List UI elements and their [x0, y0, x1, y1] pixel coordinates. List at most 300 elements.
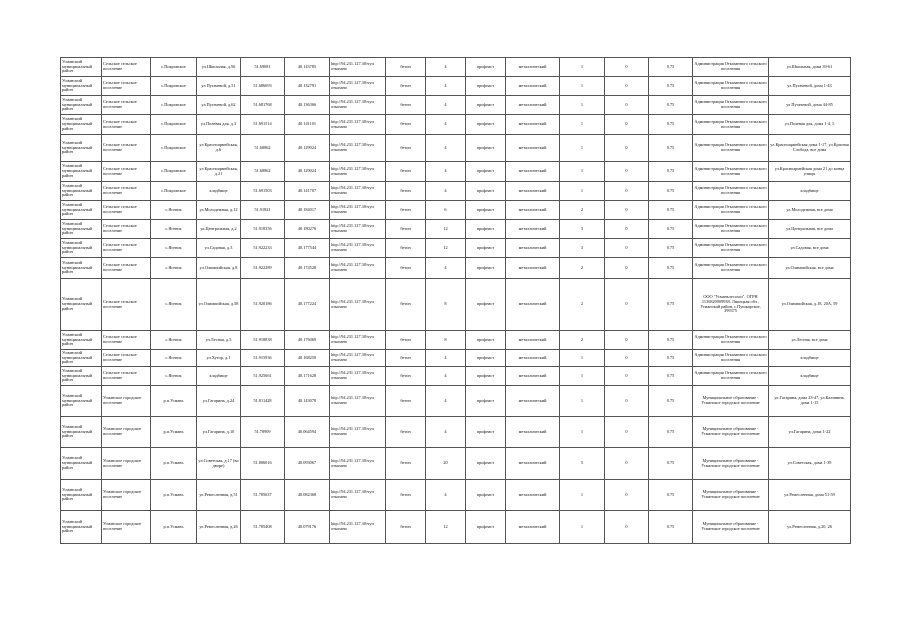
area-cell: 4 — [426, 77, 466, 96]
volume-cell: 0.75 — [649, 58, 693, 77]
table-row — [61, 279, 851, 331]
fence-cell: профнаст — [466, 417, 506, 448]
settlement-cell: Сельское сельское поселение — [102, 135, 151, 162]
area-cell: 4 — [426, 386, 466, 417]
settlement-cell: Сельское сельское поселение — [102, 239, 151, 258]
municipal-district-cell: Усманский муниципальный район — [61, 115, 102, 135]
volume-cell: 0.75 — [649, 511, 693, 544]
link-cell: http://94.231.127.30/чуп отказано — [330, 220, 386, 239]
reserve-count-cell: 0 — [605, 448, 649, 480]
link-cell: http://94.231.127.30/чуп отказано — [330, 58, 386, 77]
latitude-cell: 51.915936 — [241, 350, 285, 367]
longitude-cell: 40.082368 — [285, 480, 330, 511]
volume-cell: 0.75 — [649, 480, 693, 511]
table-row — [61, 135, 851, 162]
link-cell: http://94.231.127.30/чуп отказано — [330, 96, 386, 115]
volume-cell: 0.75 — [649, 367, 693, 386]
served-objects-cell: ул.Олимпийская, все дома — [769, 258, 851, 279]
municipal-district-cell: Усманский муниципальный район — [61, 135, 102, 162]
container-count-cell: 1 — [560, 511, 605, 544]
municipal-district-cell: Усманский муниципальный район — [61, 331, 102, 350]
owner-cell: Муниципальное образование - Усманское городское поселение — [693, 448, 769, 480]
surface-cell: бетон — [386, 258, 426, 279]
surface-cell: бетон — [386, 350, 426, 367]
area-cell: 4 — [426, 480, 466, 511]
surface-cell: бетон — [386, 77, 426, 96]
municipal-district-cell: Усманский муниципальный район — [61, 367, 102, 386]
reserve-count-cell: 0 — [605, 58, 649, 77]
served-objects-cell: ул.Молодежная, все дома — [769, 201, 851, 220]
address-cell: ул.Пугачевой, д.62 — [197, 96, 241, 115]
locality-cell: с.Ясенок — [151, 239, 197, 258]
reserve-count-cell: 0 — [605, 220, 649, 239]
served-objects-cell: кладбище — [769, 367, 851, 386]
container-type-cell: металлический — [506, 96, 560, 115]
volume-cell: 0.75 — [649, 350, 693, 367]
link-cell: http://94.231.127.30/чуп отказано — [330, 511, 386, 544]
settlement-cell: Усманское городское поселение — [102, 480, 151, 511]
volume-cell: 0.75 — [649, 115, 693, 135]
locality-cell: с.Ясенок — [151, 201, 197, 220]
address-cell: ул.Ремесленная, д.26 — [197, 511, 241, 544]
table-row — [61, 220, 851, 239]
latitude-cell: 51.918838 — [241, 331, 285, 350]
locality-cell: с.Ясенок — [151, 350, 197, 367]
address-cell: ул.Молодежная, д.12 — [197, 201, 241, 220]
address-cell: ул.Ремесленная, д.51 — [197, 480, 241, 511]
area-cell: 12 — [426, 239, 466, 258]
longitude-cell: 40.171628 — [285, 367, 330, 386]
table-row — [61, 448, 851, 480]
served-objects-cell: ул.Ремесленная, дома 51-59 — [769, 480, 851, 511]
container-type-cell: металлический — [506, 279, 560, 331]
municipal-district-cell: Усманский муниципальный район — [61, 480, 102, 511]
served-objects-cell: ул.Пугачевой, дома 44-85 — [769, 96, 851, 115]
container-count-cell: 1 — [560, 182, 605, 201]
area-cell: 8 — [426, 331, 466, 350]
area-cell: 4 — [426, 115, 466, 135]
locality-cell: с.Покровское — [151, 96, 197, 115]
reserve-count-cell: 0 — [605, 480, 649, 511]
fence-cell: профнаст — [466, 239, 506, 258]
surface-cell: бетон — [386, 386, 426, 417]
municipal-district-cell: Усманский муниципальный район — [61, 58, 102, 77]
area-cell: 12 — [426, 511, 466, 544]
municipal-district-cell: Усманский муниципальный район — [61, 162, 102, 182]
reserve-count-cell: 0 — [605, 386, 649, 417]
settlement-cell: Сельское сельское поселение — [102, 258, 151, 279]
surface-cell: бетон — [386, 331, 426, 350]
longitude-cell: 40.168250 — [285, 350, 330, 367]
longitude-cell: 40.129024 — [285, 135, 330, 162]
longitude-cell: 40.143785 — [285, 58, 330, 77]
reserve-count-cell: 0 — [605, 279, 649, 331]
served-objects-cell: ул.Гагарина, дома 23-47, ул.Калинина, дома 1-15 — [769, 386, 851, 417]
owner-cell: Администрация Отказанного сельского поселения — [693, 258, 769, 279]
locality-cell: с.Ясенок — [151, 367, 197, 386]
table-row — [61, 367, 851, 386]
owner-cell: Администрация Отказанного сельского поселения — [693, 77, 769, 96]
volume-cell: 0.75 — [649, 448, 693, 480]
link-cell: http://94.231.127.30/чуп отказано — [330, 239, 386, 258]
municipal-district-cell: Усманский муниципальный район — [61, 220, 102, 239]
volume-cell: 0.75 — [649, 135, 693, 162]
owner-cell: Администрация Отказанного сельского поселения — [693, 162, 769, 182]
municipal-district-cell: Усманский муниципальный район — [61, 511, 102, 544]
area-cell: 4 — [426, 182, 466, 201]
volume-cell: 0.75 — [649, 417, 693, 448]
address-cell: кладбище — [197, 367, 241, 386]
surface-cell: бетон — [386, 115, 426, 135]
container-count-cell: 2 — [560, 201, 605, 220]
fence-cell: профнаст — [466, 279, 506, 331]
container-type-cell: металлический — [506, 220, 560, 239]
link-cell: http://94.231.127.30/чуп отказано — [330, 182, 386, 201]
container-count-cell: 3 — [560, 239, 605, 258]
settlement-cell: Сельское сельское поселение — [102, 115, 151, 135]
municipal-district-cell: Усманский муниципальный район — [61, 417, 102, 448]
reserve-count-cell: 0 — [605, 331, 649, 350]
fence-cell: профнаст — [466, 258, 506, 279]
volume-cell: 0.75 — [649, 77, 693, 96]
owner-cell: Администрация Отказанного сельского поселения — [693, 115, 769, 135]
longitude-cell: 40.177224 — [285, 279, 330, 331]
container-type-cell: металлический — [506, 331, 560, 350]
table-row — [61, 386, 851, 417]
fence-cell: профнаст — [466, 511, 506, 544]
container-count-cell: 1 — [560, 162, 605, 182]
container-type-cell: металлический — [506, 448, 560, 480]
latitude-cell: 51.69681 — [241, 58, 285, 77]
surface-cell: бетон — [386, 201, 426, 220]
latitude-cell: 51.686693 — [241, 77, 285, 96]
served-objects-cell: ул.Центральная, все дома — [769, 220, 851, 239]
container-count-cell: 1 — [560, 417, 605, 448]
latitude-cell: 51.922233 — [241, 239, 285, 258]
served-objects-cell: ул.Советская, дома 1-39 — [769, 448, 851, 480]
container-count-cell: 1 — [560, 96, 605, 115]
municipal-district-cell: Усманский муниципальный район — [61, 96, 102, 115]
table-row — [61, 162, 851, 182]
address-cell: кладбище — [197, 182, 241, 201]
container-count-cell: 1 — [560, 115, 605, 135]
locality-cell: с.Ясенок — [151, 331, 197, 350]
area-cell: 6 — [426, 201, 466, 220]
latitude-cell: 51.68862 — [241, 135, 285, 162]
latitude-cell: 51.918356 — [241, 220, 285, 239]
longitude-cell: 40.129024 — [285, 162, 330, 182]
link-cell: http://94.231.127.30/чуп отказано — [330, 367, 386, 386]
surface-cell: бетон — [386, 182, 426, 201]
reserve-count-cell: 0 — [605, 417, 649, 448]
latitude-cell: 51.811428 — [241, 386, 285, 417]
surface-cell: бетон — [386, 417, 426, 448]
reserve-count-cell: 0 — [605, 201, 649, 220]
longitude-cell: 40.132791 — [285, 77, 330, 96]
settlement-cell: Усманское городское поселение — [102, 386, 151, 417]
address-cell: ул.Центральная, д.2 — [197, 220, 241, 239]
link-cell: http://94.231.127.30/чуп отказано — [330, 417, 386, 448]
table-row — [61, 115, 851, 135]
served-objects-cell: ул.Красноармейская дома 21 до конца улицы — [769, 162, 851, 182]
locality-cell: с.Ясенок — [151, 258, 197, 279]
municipal-district-cell: Усманский муниципальный район — [61, 386, 102, 417]
fence-cell: профнаст — [466, 135, 506, 162]
reserve-count-cell: 0 — [605, 77, 649, 96]
reserve-count-cell: 0 — [605, 350, 649, 367]
area-cell: 4 — [426, 96, 466, 115]
reserve-count-cell: 0 — [605, 96, 649, 115]
registry-table-body — [61, 58, 851, 544]
surface-cell: бетон — [386, 58, 426, 77]
container-count-cell: 1 — [560, 77, 605, 96]
fence-cell: профнаст — [466, 367, 506, 386]
link-cell: http://94.231.127.30/чуп отказано — [330, 350, 386, 367]
container-type-cell: металлический — [506, 258, 560, 279]
link-cell: http://94.231.127.30/чуп отказано — [330, 448, 386, 480]
latitude-cell: 51.922289 — [241, 258, 285, 279]
area-cell: 4 — [426, 162, 466, 182]
reserve-count-cell: 0 — [605, 135, 649, 162]
locality-cell: р.п.Усмань — [151, 480, 197, 511]
locality-cell: с.Покровское — [151, 58, 197, 77]
container-type-cell: металлический — [506, 480, 560, 511]
settlement-cell: Усманское городское поселение — [102, 417, 151, 448]
container-count-cell: 1 — [560, 350, 605, 367]
fence-cell: профнаст — [466, 77, 506, 96]
container-count-cell: 2 — [560, 331, 605, 350]
address-cell: ул.Пугачевой, д.51 — [197, 77, 241, 96]
longitude-cell: 40.174528 — [285, 258, 330, 279]
locality-cell: с.Покровское — [151, 162, 197, 182]
area-cell: 4 — [426, 58, 466, 77]
municipal-district-cell: Усманский муниципальный район — [61, 279, 102, 331]
table-row — [61, 239, 851, 258]
surface-cell: бетон — [386, 220, 426, 239]
settlement-cell: Сельское сельское поселение — [102, 96, 151, 115]
container-type-cell: металлический — [506, 367, 560, 386]
volume-cell: 0.75 — [649, 258, 693, 279]
locality-cell: р.п.Усмань — [151, 511, 197, 544]
table-row — [61, 331, 851, 350]
fence-cell: профнаст — [466, 331, 506, 350]
area-cell: 20 — [426, 448, 466, 480]
surface-cell: бетон — [386, 448, 426, 480]
locality-cell: с.Покровское — [151, 182, 197, 201]
link-cell: http://94.231.127.30/чуп отказано — [330, 258, 386, 279]
longitude-cell: 40.177544 — [285, 239, 330, 258]
longitude-cell: 40.184017 — [285, 201, 330, 220]
container-count-cell: 1 — [560, 480, 605, 511]
settlement-cell: Сельское сельское поселение — [102, 77, 151, 96]
link-cell: http://94.231.127.30/чуп отказано — [330, 331, 386, 350]
registry-table — [60, 57, 851, 544]
container-type-cell: металлический — [506, 77, 560, 96]
table-row — [61, 58, 851, 77]
area-cell: 4 — [426, 258, 466, 279]
longitude-cell: 40.141707 — [285, 182, 330, 201]
reserve-count-cell: 0 — [605, 182, 649, 201]
area-cell: 4 — [426, 350, 466, 367]
owner-cell: Муниципальное образование - Усманское городское поселение — [693, 417, 769, 448]
latitude-cell: 51.91821 — [241, 201, 285, 220]
owner-cell: Муниципальное образование - Усманское городское поселение — [693, 511, 769, 544]
surface-cell: бетон — [386, 135, 426, 162]
fence-cell: профнаст — [466, 350, 506, 367]
longitude-cell: 40.141101 — [285, 115, 330, 135]
latitude-cell: 51.785637 — [241, 480, 285, 511]
volume-cell: 0.75 — [649, 96, 693, 115]
link-cell: http://94.231.127.30/чуп отказано — [330, 77, 386, 96]
settlement-cell: Усманское городское поселение — [102, 448, 151, 480]
settlement-cell: Сельское сельское поселение — [102, 182, 151, 201]
locality-cell: р.п.Усмань — [151, 448, 197, 480]
container-type-cell: металлический — [506, 239, 560, 258]
link-cell: http://94.231.127.30/чуп отказано — [330, 135, 386, 162]
volume-cell: 0.75 — [649, 279, 693, 331]
surface-cell: бетон — [386, 96, 426, 115]
surface-cell: бетон — [386, 162, 426, 182]
reserve-count-cell: 0 — [605, 367, 649, 386]
surface-cell: бетон — [386, 511, 426, 544]
latitude-cell: 51.691503 — [241, 182, 285, 201]
longitude-cell: 40.176069 — [285, 331, 330, 350]
table-row — [61, 480, 851, 511]
longitude-cell: 40.064594 — [285, 417, 330, 448]
latitude-cell: 51.920186 — [241, 279, 285, 331]
served-objects-cell: кладбище — [769, 350, 851, 367]
served-objects-cell: ул.Олимпийская, д.18, 20А, 59 — [769, 279, 851, 331]
municipal-district-cell: Усманский муниципальный район — [61, 258, 102, 279]
address-cell: ул.Школьная, д.56 — [197, 58, 241, 77]
locality-cell: с.Покровское — [151, 115, 197, 135]
owner-cell: Администрация Отказанного сельского поселения — [693, 239, 769, 258]
latitude-cell: 51.691514 — [241, 115, 285, 135]
fence-cell: профнаст — [466, 58, 506, 77]
longitude-cell: 40.143078 — [285, 386, 330, 417]
settlement-cell: Сельское сельское поселение — [102, 350, 151, 367]
reserve-count-cell: 0 — [605, 258, 649, 279]
table-row — [61, 201, 851, 220]
served-objects-cell: ул.Садовая, все дома — [769, 239, 851, 258]
volume-cell: 0.75 — [649, 201, 693, 220]
locality-cell: с.Ясенок — [151, 279, 197, 331]
owner-cell: ООО "Усманьлесохоз", ОГРН 1136820009938, Липецкая обл., Усманский район, с.Пушкарское, 399375 — [693, 279, 769, 331]
owner-cell: Администрация Отказанного сельского поселения — [693, 58, 769, 77]
locality-cell: р.п.Усмань — [151, 386, 197, 417]
served-objects-cell: ул.Красноармейская дома 1-17, ул.Красная Слобода, все дома — [769, 135, 851, 162]
address-cell: ул.Гагарина, д.24 — [197, 386, 241, 417]
volume-cell: 0.75 — [649, 182, 693, 201]
owner-cell: Администрация Отказанного сельского поселения — [693, 331, 769, 350]
municipal-district-cell: Усманский муниципальный район — [61, 77, 102, 96]
container-count-cell: 5 — [560, 448, 605, 480]
container-count-cell: 2 — [560, 279, 605, 331]
longitude-cell: 40.079176 — [285, 511, 330, 544]
served-objects-cell: ул.Лесная, все дома — [769, 331, 851, 350]
container-count-cell: 2 — [560, 258, 605, 279]
latitude-cell: 51.785408 — [241, 511, 285, 544]
municipal-district-cell: Усманский муниципальный район — [61, 182, 102, 201]
latitude-cell: 51.68862 — [241, 162, 285, 182]
container-count-cell: 3 — [560, 220, 605, 239]
surface-cell: бетон — [386, 480, 426, 511]
latitude-cell: 51.925661 — [241, 367, 285, 386]
served-objects-cell: ул.Школьная, дома 39-61 — [769, 58, 851, 77]
link-cell: http://94.231.127.30/чуп отказано — [330, 480, 386, 511]
longitude-cell: 40.180276 — [285, 220, 330, 239]
link-cell: http://94.231.127.30/чуп отказано — [330, 201, 386, 220]
container-type-cell: металлический — [506, 115, 560, 135]
container-type-cell: металлический — [506, 182, 560, 201]
table-row — [61, 182, 851, 201]
owner-cell: Администрация Отказанного сельского поселения — [693, 220, 769, 239]
surface-cell: бетон — [386, 367, 426, 386]
fence-cell: профнаст — [466, 480, 506, 511]
address-cell: ул.Олимпийская, д.58 — [197, 279, 241, 331]
served-objects-cell: ул.Пугачевой, дома 1-43 — [769, 77, 851, 96]
settlement-cell: Сельское сельское поселение — [102, 331, 151, 350]
fence-cell: профнаст — [466, 386, 506, 417]
settlement-cell: Сельское сельское поселение — [102, 220, 151, 239]
settlement-cell: Сельское сельское поселение — [102, 162, 151, 182]
table-row — [61, 417, 851, 448]
fence-cell: профнаст — [466, 162, 506, 182]
volume-cell: 0.75 — [649, 331, 693, 350]
container-type-cell: металлический — [506, 417, 560, 448]
owner-cell: Администрация Отказанного сельского поселения — [693, 367, 769, 386]
address-cell: ул.Советская, д.17 (во дворе) — [197, 448, 241, 480]
address-cell: ул.Лесная, д.5 — [197, 331, 241, 350]
latitude-cell: 51.78909 — [241, 417, 285, 448]
link-cell: http://94.231.127.30/чуп отказано — [330, 279, 386, 331]
reserve-count-cell: 0 — [605, 511, 649, 544]
fence-cell: профнаст — [466, 448, 506, 480]
longitude-cell: 40.093067 — [285, 448, 330, 480]
table-row — [61, 350, 851, 367]
container-type-cell: металлический — [506, 511, 560, 544]
container-count-cell: 1 — [560, 58, 605, 77]
municipal-district-cell: Усманский муниципальный район — [61, 239, 102, 258]
municipal-district-cell: Усманский муниципальный район — [61, 350, 102, 367]
container-type-cell: металлический — [506, 350, 560, 367]
fence-cell: профнаст — [466, 115, 506, 135]
area-cell: 8 — [426, 279, 466, 331]
address-cell: ул.Садовая, д.3 — [197, 239, 241, 258]
container-count-cell: 1 — [560, 135, 605, 162]
reserve-count-cell: 0 — [605, 162, 649, 182]
address-cell: ул.Полевая для, д.3 — [197, 115, 241, 135]
volume-cell: 0.75 — [649, 162, 693, 182]
owner-cell: Администрация Отказанного сельского поселения — [693, 201, 769, 220]
container-type-cell: металлический — [506, 162, 560, 182]
municipal-district-cell: Усманский муниципальный район — [61, 201, 102, 220]
container-count-cell: 1 — [560, 367, 605, 386]
owner-cell: Муниципальное образование - Усманское городское поселение — [693, 480, 769, 511]
served-objects-cell: кладбище — [769, 182, 851, 201]
locality-cell: с.Ясенок — [151, 220, 197, 239]
locality-cell: с.Покровское — [151, 77, 197, 96]
municipal-district-cell: Усманский муниципальный район — [61, 448, 102, 480]
owner-cell: Администрация Отказанного сельского поселения — [693, 350, 769, 367]
link-cell: http://94.231.127.30/чуп отказано — [330, 115, 386, 135]
container-type-cell: металлический — [506, 201, 560, 220]
settlement-cell: Сельское сельское поселение — [102, 201, 151, 220]
latitude-cell: 51.806016 — [241, 448, 285, 480]
served-objects-cell: ул.Ремесленная, д.20, 26 — [769, 511, 851, 544]
table-row — [61, 258, 851, 279]
fence-cell: профнаст — [466, 220, 506, 239]
